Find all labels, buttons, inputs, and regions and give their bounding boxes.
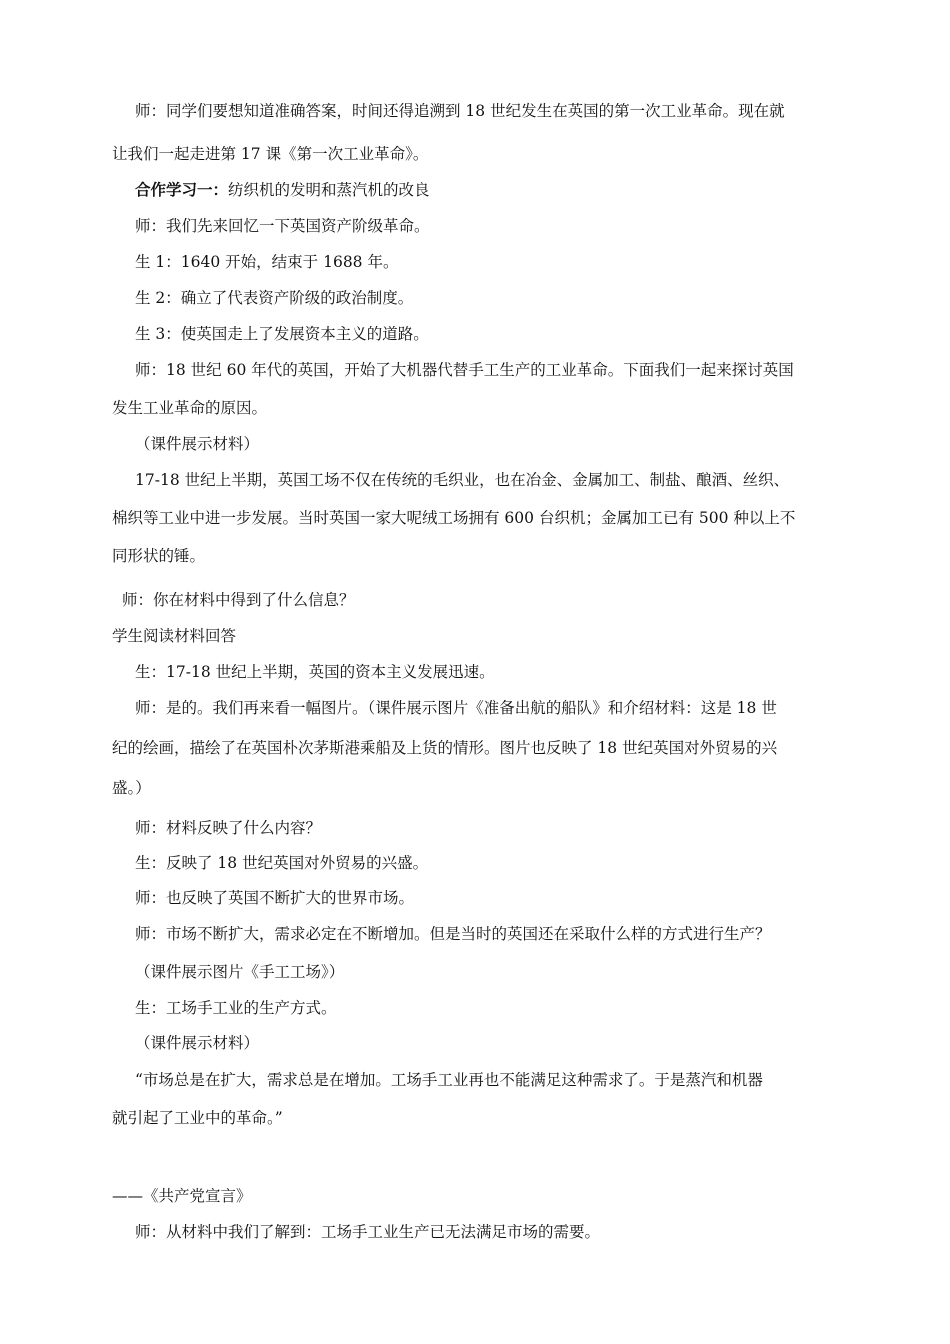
paragraph-line: （课件展示材料）: [135, 1034, 260, 1052]
paragraph-line: 师：同学们要想知道准确答案，时间还得追溯到 18 世纪发生在英国的第一次工业革命。现在就: [135, 102, 785, 120]
section-label: 合作学习一：: [135, 181, 229, 199]
paragraph-line: 师：市场不断扩大，需求必定在不断增加。但是当时的英国还在采取什么样的方式进行生产？: [135, 925, 771, 943]
paragraph-line: 生 3：使英国走上了发展资本主义的道路。: [135, 325, 429, 343]
paragraph-line: 师：你在材料中得到了什么信息？: [122, 591, 355, 609]
paragraph-line: 让我们一起走进第 17 课《第一次工业革命》。: [112, 145, 429, 163]
quote-source: ——《共产党宣言》: [112, 1187, 252, 1205]
paragraph-line: 生 2：确立了代表资产阶级的政治制度。: [135, 289, 414, 307]
paragraph-line: 师：是的。我们再来看一幅图片。（课件展示图片《准备出航的船队》和介绍材料：这是 18 世: [135, 699, 777, 717]
paragraph-line: 生：反映了 18 世纪英国对外贸易的兴盛。: [135, 854, 429, 872]
paragraph-line: 生：工场手工业的生产方式。: [135, 999, 337, 1017]
paragraph-line: 发生工业革命的原因。: [112, 399, 268, 417]
paragraph-line: 盛。）: [112, 779, 151, 797]
paragraph-line: （课件展示图片《手工工场》）: [135, 963, 345, 981]
section-heading: [135, 180, 430, 200]
paragraph-line: 学生阅读材料回答: [112, 627, 237, 645]
paragraph-line: 师：也反映了英国不断扩大的世界市场。: [135, 889, 415, 907]
paragraph-line: （课件展示材料）: [135, 435, 260, 453]
paragraph-line: 17-18 世纪上半期，英国工场不仅在传统的毛织业，也在冶金、金属加工、制盐、酿酒、丝织、: [135, 471, 790, 489]
quote-line: 就引起了工业中的革命。”: [112, 1109, 283, 1127]
paragraph-line: 师：18 世纪 60 年代的英国，开始了大机器代替手工生产的工业革命。下面我们一起来探讨英国: [135, 361, 794, 379]
paragraph-line: 师：材料反映了什么内容？: [135, 819, 322, 837]
quote-line: “市场总是在扩大，需求总是在增加。工场手工业再也不能满足这种需求了。于是蒸汽和机器: [135, 1071, 763, 1089]
paragraph-line: 同形状的锤。: [112, 547, 206, 565]
section-title: 纺织机的发明和蒸汽机的改良: [228, 181, 430, 199]
paragraph-line: 师：从材料中我们了解到：工场手工业生产已无法满足市场的需要。: [135, 1223, 601, 1241]
paragraph-line: 生：17-18 世纪上半期，英国的资本主义发展迅速。: [135, 663, 495, 681]
paragraph-line: 生 1：1640 开始，结束于 1688 年。: [135, 253, 399, 271]
paragraph-line: 棉织等工业中进一步发展。当时英国一家大呢绒工场拥有 600 台织机；金属加工已有 500 种以上不: [112, 509, 796, 527]
paragraph-line: 师：我们先来回忆一下英国资产阶级革命。: [135, 217, 430, 235]
paragraph-line: 纪的绘画，描绘了在英国朴次茅斯港乘船及上货的情形。图片也反映了 18 世纪英国对外贸易的兴: [112, 739, 778, 757]
